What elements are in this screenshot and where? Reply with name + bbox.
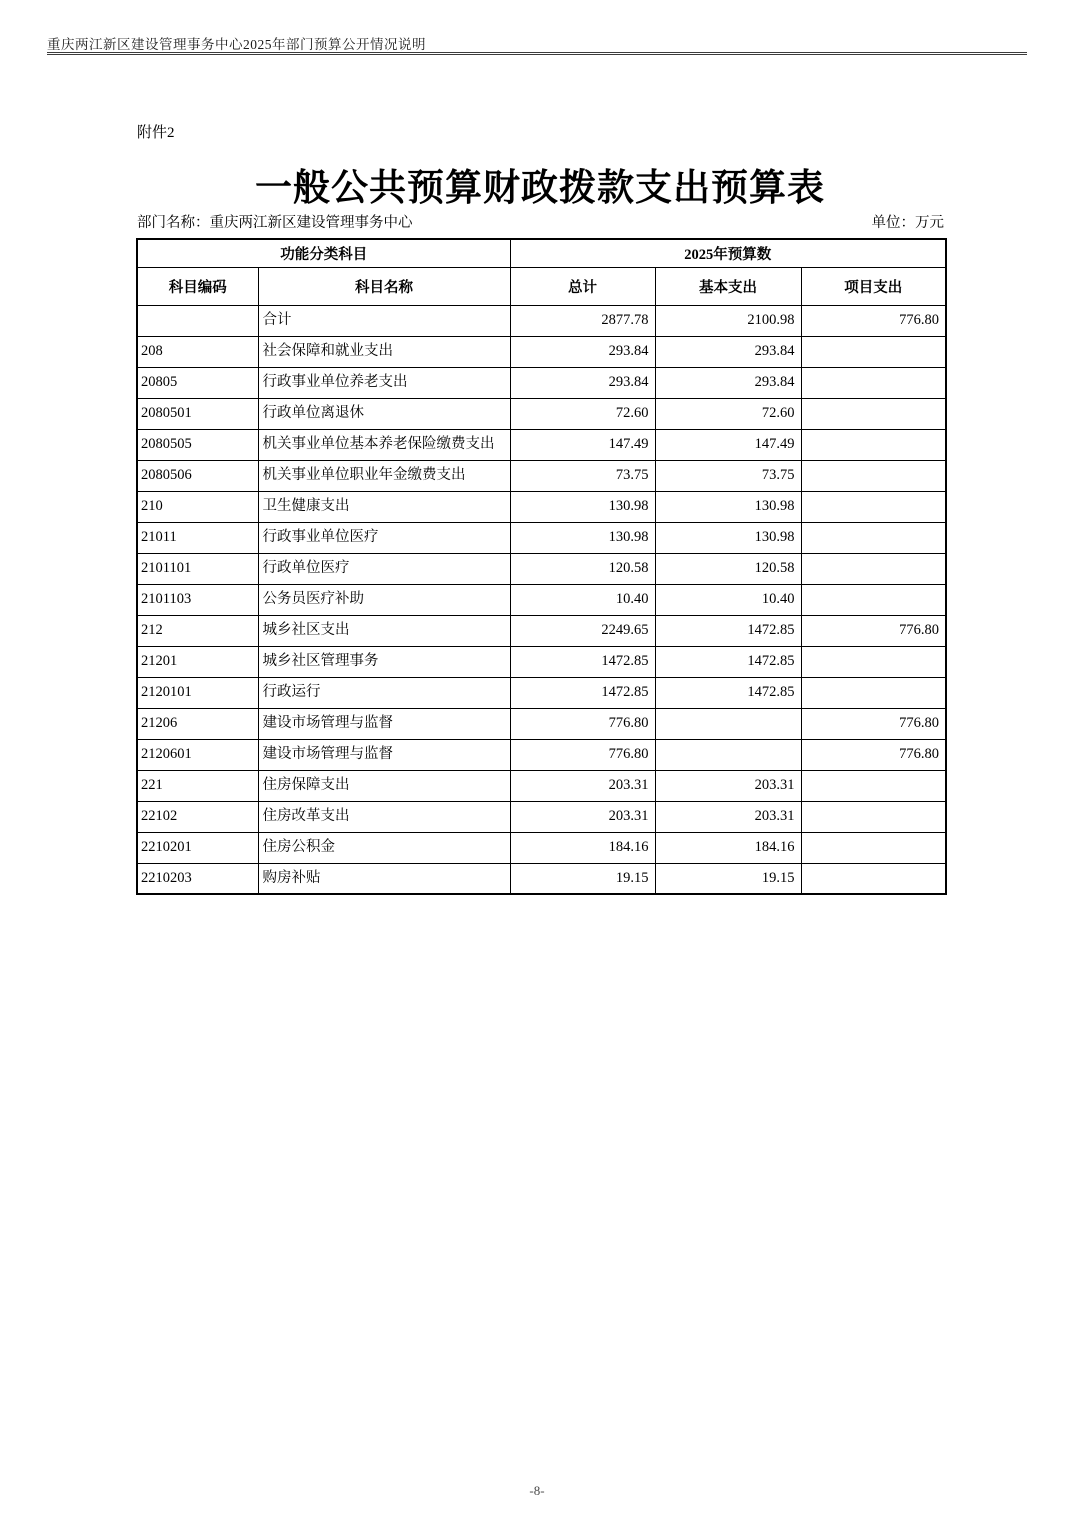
subject-name-cell: 机关事业单位基本养老保险缴费支出 bbox=[258, 429, 510, 460]
subject-code-cell: 22102 bbox=[137, 801, 258, 832]
subject-name-cell: 公务员医疗补助 bbox=[258, 584, 510, 615]
total-cell: 73.75 bbox=[510, 460, 655, 491]
project-expense-cell: 776.80 bbox=[801, 708, 946, 739]
total-cell: 130.98 bbox=[510, 491, 655, 522]
table-meta-row bbox=[137, 211, 944, 232]
subject-code-cell: 212 bbox=[137, 615, 258, 646]
basic-expense-cell: 120.58 bbox=[655, 553, 801, 584]
table-row bbox=[137, 677, 946, 708]
subject-code-cell: 2080505 bbox=[137, 429, 258, 460]
project-expense-cell: 776.80 bbox=[801, 615, 946, 646]
subject-name-cell: 社会保障和就业支出 bbox=[258, 336, 510, 367]
basic-expense-cell: 293.84 bbox=[655, 367, 801, 398]
basic-expense-cell: 184.16 bbox=[655, 832, 801, 863]
table-row bbox=[137, 367, 946, 398]
project-expense-cell bbox=[801, 367, 946, 398]
total-cell: 293.84 bbox=[510, 336, 655, 367]
subject-code-cell: 2080506 bbox=[137, 460, 258, 491]
col-header-subject-name: 科目名称 bbox=[258, 267, 510, 305]
table-column-header-row bbox=[137, 267, 946, 305]
total-cell: 2249.65 bbox=[510, 615, 655, 646]
table-row bbox=[137, 553, 946, 584]
subject-code-cell: 210 bbox=[137, 491, 258, 522]
project-expense-cell bbox=[801, 491, 946, 522]
subject-code-cell: 21206 bbox=[137, 708, 258, 739]
budget-table-header bbox=[137, 239, 946, 305]
table-row bbox=[137, 429, 946, 460]
group-header-budget-2025: 2025年预算数 bbox=[510, 239, 946, 267]
basic-expense-cell: 19.15 bbox=[655, 863, 801, 894]
project-expense-cell bbox=[801, 646, 946, 677]
table-row bbox=[137, 584, 946, 615]
subject-code-cell bbox=[137, 305, 258, 336]
project-expense-cell bbox=[801, 429, 946, 460]
basic-expense-cell: 1472.85 bbox=[655, 677, 801, 708]
subject-name-cell: 城乡社区支出 bbox=[258, 615, 510, 646]
project-expense-cell: 776.80 bbox=[801, 739, 946, 770]
subject-code-cell: 2120601 bbox=[137, 739, 258, 770]
subject-name-cell: 机关事业单位职业年金缴费支出 bbox=[258, 460, 510, 491]
basic-expense-cell: 1472.85 bbox=[655, 646, 801, 677]
subject-name-cell: 住房保障支出 bbox=[258, 770, 510, 801]
page-number: -8- bbox=[529, 1483, 545, 1498]
table-row bbox=[137, 801, 946, 832]
page-title: 一般公共预算财政拨款支出预算表 bbox=[255, 167, 825, 208]
total-cell: 293.84 bbox=[510, 367, 655, 398]
total-cell: 19.15 bbox=[510, 863, 655, 894]
attachment-label: 附件2 bbox=[137, 125, 175, 141]
unit-label: 单位：万元 bbox=[871, 215, 944, 231]
total-cell: 1472.85 bbox=[510, 677, 655, 708]
basic-expense-cell: 293.84 bbox=[655, 336, 801, 367]
total-cell: 184.16 bbox=[510, 832, 655, 863]
subject-name-cell: 行政事业单位医疗 bbox=[258, 522, 510, 553]
basic-expense-cell: 73.75 bbox=[655, 460, 801, 491]
basic-expense-cell bbox=[655, 708, 801, 739]
subject-code-cell: 221 bbox=[137, 770, 258, 801]
col-header-project-expense: 项目支出 bbox=[801, 267, 946, 305]
table-row bbox=[137, 615, 946, 646]
total-cell: 120.58 bbox=[510, 553, 655, 584]
table-group-header-row bbox=[137, 239, 946, 267]
subject-code-cell: 2080501 bbox=[137, 398, 258, 429]
basic-expense-cell: 10.40 bbox=[655, 584, 801, 615]
col-header-basic-expense: 基本支出 bbox=[655, 267, 801, 305]
subject-code-cell: 2210203 bbox=[137, 863, 258, 894]
table-row bbox=[137, 522, 946, 553]
subject-code-cell: 21201 bbox=[137, 646, 258, 677]
basic-expense-cell: 72.60 bbox=[655, 398, 801, 429]
table-row bbox=[137, 832, 946, 863]
project-expense-cell bbox=[801, 522, 946, 553]
total-cell: 72.60 bbox=[510, 398, 655, 429]
total-cell: 203.31 bbox=[510, 801, 655, 832]
table-row bbox=[137, 305, 946, 336]
subject-name-cell: 购房补贴 bbox=[258, 863, 510, 894]
table-row bbox=[137, 460, 946, 491]
department-name-label: 部门名称：重庆两江新区建设管理事务中心 bbox=[137, 215, 413, 231]
subject-name-cell: 建设市场管理与监督 bbox=[258, 708, 510, 739]
total-cell: 776.80 bbox=[510, 708, 655, 739]
col-header-subject-code: 科目编码 bbox=[137, 267, 258, 305]
project-expense-cell bbox=[801, 398, 946, 429]
total-cell: 1472.85 bbox=[510, 646, 655, 677]
subject-code-cell: 2210201 bbox=[137, 832, 258, 863]
basic-expense-cell bbox=[655, 739, 801, 770]
basic-expense-cell: 147.49 bbox=[655, 429, 801, 460]
basic-expense-cell: 1472.85 bbox=[655, 615, 801, 646]
table-row bbox=[137, 336, 946, 367]
budget-table bbox=[136, 238, 947, 895]
col-header-total: 总计 bbox=[510, 267, 655, 305]
project-expense-cell bbox=[801, 460, 946, 491]
budget-table-body bbox=[137, 305, 946, 894]
subject-code-cell: 2101103 bbox=[137, 584, 258, 615]
subject-code-cell: 208 bbox=[137, 336, 258, 367]
table-row bbox=[137, 770, 946, 801]
subject-code-cell: 2120101 bbox=[137, 677, 258, 708]
subject-name-cell: 城乡社区管理事务 bbox=[258, 646, 510, 677]
basic-expense-cell: 203.31 bbox=[655, 770, 801, 801]
table-row bbox=[137, 863, 946, 894]
project-expense-cell bbox=[801, 553, 946, 584]
table-row bbox=[137, 739, 946, 770]
project-expense-cell bbox=[801, 863, 946, 894]
header-divider-rule bbox=[47, 52, 1027, 55]
subject-name-cell: 行政运行 bbox=[258, 677, 510, 708]
project-expense-cell bbox=[801, 677, 946, 708]
total-cell: 147.49 bbox=[510, 429, 655, 460]
subject-name-cell: 行政单位医疗 bbox=[258, 553, 510, 584]
total-cell: 776.80 bbox=[510, 739, 655, 770]
subject-code-cell: 21011 bbox=[137, 522, 258, 553]
project-expense-cell: 776.80 bbox=[801, 305, 946, 336]
subject-name-cell: 住房公积金 bbox=[258, 832, 510, 863]
subject-name-cell: 行政事业单位养老支出 bbox=[258, 367, 510, 398]
basic-expense-cell: 130.98 bbox=[655, 491, 801, 522]
project-expense-cell bbox=[801, 832, 946, 863]
table-row bbox=[137, 646, 946, 677]
table-row bbox=[137, 491, 946, 522]
total-cell: 130.98 bbox=[510, 522, 655, 553]
subject-name-cell: 住房改革支出 bbox=[258, 801, 510, 832]
basic-expense-cell: 2100.98 bbox=[655, 305, 801, 336]
subject-code-cell: 2101101 bbox=[137, 553, 258, 584]
basic-expense-cell: 203.31 bbox=[655, 801, 801, 832]
project-expense-cell bbox=[801, 801, 946, 832]
subject-code-cell: 20805 bbox=[137, 367, 258, 398]
subject-name-cell: 卫生健康支出 bbox=[258, 491, 510, 522]
running-header: 重庆两江新区建设管理事务中心2025年部门预算公开情况说明 bbox=[47, 37, 426, 52]
subject-name-cell: 建设市场管理与监督 bbox=[258, 739, 510, 770]
table-row bbox=[137, 708, 946, 739]
total-cell: 10.40 bbox=[510, 584, 655, 615]
project-expense-cell bbox=[801, 770, 946, 801]
total-cell: 2877.78 bbox=[510, 305, 655, 336]
total-cell: 203.31 bbox=[510, 770, 655, 801]
group-header-function-class: 功能分类科目 bbox=[137, 239, 510, 267]
subject-name-cell: 合计 bbox=[258, 305, 510, 336]
project-expense-cell bbox=[801, 584, 946, 615]
basic-expense-cell: 130.98 bbox=[655, 522, 801, 553]
subject-name-cell: 行政单位离退休 bbox=[258, 398, 510, 429]
project-expense-cell bbox=[801, 336, 946, 367]
table-row bbox=[137, 398, 946, 429]
